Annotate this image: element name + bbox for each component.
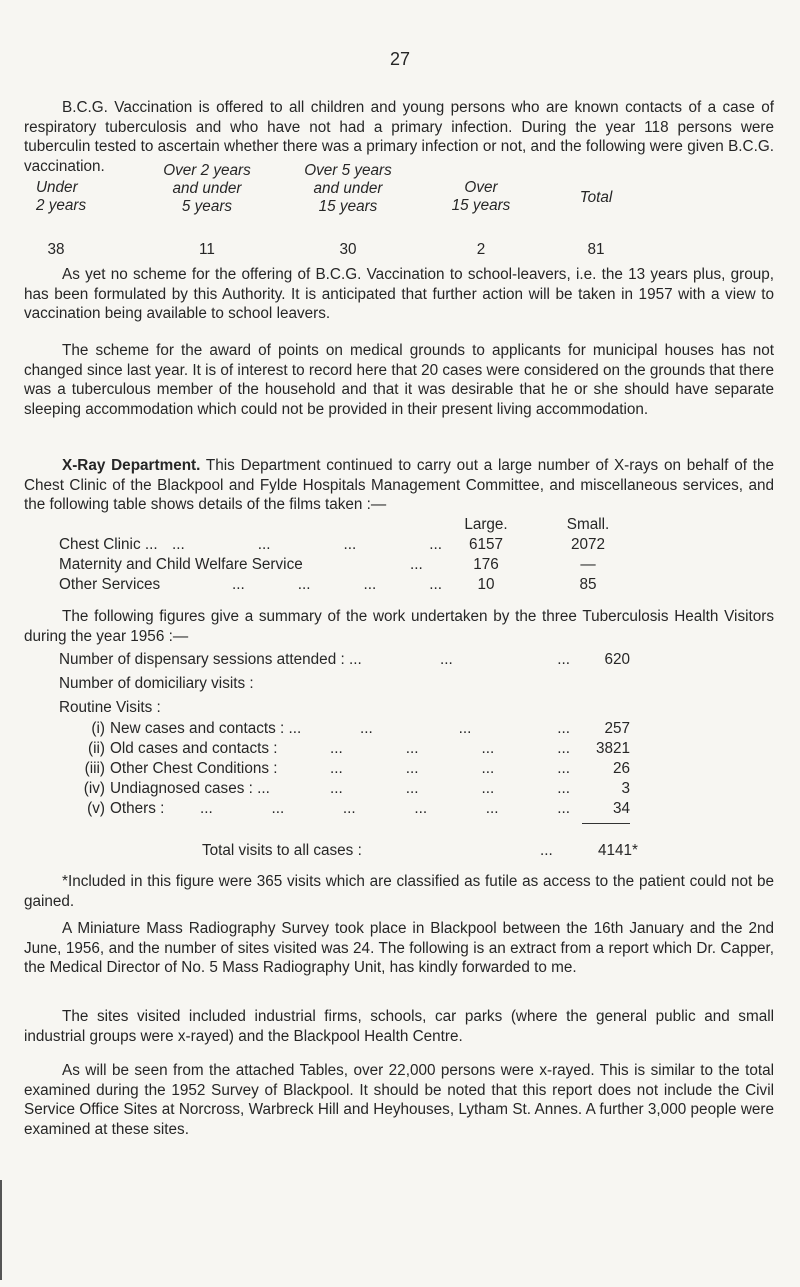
visit-item-label: Other Chest Conditions : <box>110 760 278 777</box>
visit-item-label: Old cases and contacts : <box>110 740 278 757</box>
page-number: 27 <box>389 49 411 69</box>
visit-item-num: (iii) <box>84 760 105 777</box>
visit-item-value: 3821 <box>595 740 630 757</box>
visit-item-num: (iv) <box>83 780 105 797</box>
tables-paragraph: As will be seen from the attached Tables, over 22,000 persons were x-rayed. This is similar to the total examined during the 1952 Survey of Blackpool. It should be noted that this report does not include the Civil Service Office Sites at Norcross, Warbreck Hill and Heyhouses, Lytham St. Annes. A further 3,000 people were examined at these sites. <box>24 1062 774 1138</box>
films-row-dots: ... ... ... ... <box>232 576 442 593</box>
header-line: 15 years <box>451 197 511 214</box>
footnote-paragraph: *Included in this figure were 365 visits which are classified as futile as access to the patient could not be gained. <box>24 873 774 910</box>
visit-item-value: 3 <box>621 780 630 797</box>
header-line: Total <box>579 189 613 206</box>
xray-paragraph <box>24 456 774 515</box>
header-line: Over 5 years <box>304 162 392 179</box>
school-leavers-paragraph: As yet no scheme for the offering of B.C.G. Vaccination to school-leavers, i.e. the 13 years plus, group, has been formulated by this Authority. It is anticipated that further action will be taken in 1957 with a view to vaccination being available to school leavers. <box>24 266 774 323</box>
films-row-large: 10 <box>477 576 495 593</box>
dispensary-label: Number of dispensary sessions attended : ... <box>59 651 362 668</box>
dispensary-value: 620 <box>604 651 630 668</box>
left-edge-line <box>0 1180 2 1280</box>
radiography-paragraph: A Miniature Mass Radiography Survey took place in Blackpool between the 16th January and the 2nd June, 1956, and the number of sites visited was 24. The following is an extract from a report which Dr. Capper, the Medical Director of No. 5 Mass Radiography Unit, has kindly forwarded to me. <box>24 920 774 977</box>
visit-item-dots: ... ... ... ... ... ... <box>200 800 570 817</box>
header-line: and under <box>313 180 383 197</box>
header-line: Over 2 years <box>163 162 251 179</box>
age-value-over-15: 2 <box>476 241 486 258</box>
visit-item-label: Undiagnosed cases : ... <box>110 780 270 797</box>
age-value-total: 81 <box>587 241 605 258</box>
age-header-5-to-15 <box>283 162 413 216</box>
visit-item-label: Others : <box>110 800 165 817</box>
films-row-label: Chest Clinic ... <box>59 536 158 553</box>
age-header-over-15 <box>436 179 526 215</box>
bcg-intro-paragraph: B.C.G. Vaccination is offered to all children and young persons who are known contacts of a case of respiratory tuberculosis and who have not had a primary infection. During the year 118 persons were tuberculin tested to ascertain whether there was a primary infection or not, and the following were given B.C.G. vaccination. <box>24 99 774 175</box>
age-header-total <box>556 188 636 208</box>
visit-item-dots: ... ... ... <box>360 720 570 737</box>
header-line: 5 years <box>181 198 233 215</box>
visit-item-num: (i) <box>91 720 105 737</box>
xray-heading: X-Ray Department. <box>62 457 201 474</box>
total-rule <box>582 823 630 824</box>
header-line: 15 years <box>318 198 378 215</box>
films-col-large: Large. <box>464 516 508 533</box>
header-line: 2 years <box>36 197 87 214</box>
films-row-small: 85 <box>579 576 597 593</box>
header-line: Over <box>464 179 498 196</box>
visit-item-value: 257 <box>604 720 630 737</box>
total-dots: ... <box>540 842 553 859</box>
summary-intro-paragraph: The following figures give a summary of the work undertaken by the three Tuberculosis Health Visitors during the year 1956 :— <box>24 608 774 645</box>
visit-item-num: (v) <box>87 800 105 817</box>
age-value-under-2: 38 <box>47 241 65 258</box>
visit-item-dots: ... ... ... ... <box>330 760 570 777</box>
total-label: Total visits to all cases : <box>202 842 362 859</box>
visit-item-value: 34 <box>612 800 630 817</box>
films-row-large: 6157 <box>468 536 504 553</box>
age-header-2-to-5 <box>142 162 272 216</box>
films-row-dots: ... <box>410 556 423 573</box>
routine-label: Routine Visits : <box>59 699 161 716</box>
age-header-under-2 <box>36 179 116 215</box>
films-row-small: 2072 <box>570 536 606 553</box>
films-row-large: 176 <box>473 556 499 573</box>
visit-item-num: (ii) <box>88 740 105 757</box>
films-row-small: — <box>580 556 596 573</box>
housing-paragraph: The scheme for the award of points on medical grounds to applicants for municipal houses has not changed since last year. It is of interest to record here that 20 cases were considered on the grounds that there was a tuberculous member of the household and that it was desirable that he or she should have separate sleeping accommodation which could not be provided in their present living accommodation. <box>24 342 774 418</box>
visit-item-dots: ... ... ... ... <box>330 780 570 797</box>
films-row-dots: ... ... ... ... <box>172 536 442 553</box>
age-value-5-to-15: 30 <box>339 241 357 258</box>
age-value-2-to-5: 11 <box>199 241 215 258</box>
total-value: 4141* <box>598 842 638 859</box>
films-row-label: Maternity and Child Welfare Service <box>59 556 303 573</box>
header-line: Under <box>36 179 78 196</box>
visit-item-label: New cases and contacts : ... <box>110 720 302 737</box>
visit-item-value: 26 <box>612 760 630 777</box>
sites-paragraph: The sites visited included industrial firms, schools, car parks (where the general public and small industrial groups were x-rayed) and the Blackpool Health Centre. <box>24 1008 774 1045</box>
domiciliary-label: Number of domiciliary visits : <box>59 675 254 692</box>
dispensary-dots: ... ... <box>440 651 570 668</box>
visit-item-dots: ... ... ... ... <box>330 740 570 757</box>
films-col-small: Small. <box>566 516 610 533</box>
header-line: and under <box>172 180 242 197</box>
xray-text: This Department continued to carry out a large number of X-rays on behalf of the Chest Clinic of the Blackpool and Fylde Hospitals Management Committee, and miscellaneous services, and the following table shows details of the films taken :— <box>24 457 774 514</box>
films-row-label: Other Services <box>59 576 161 593</box>
